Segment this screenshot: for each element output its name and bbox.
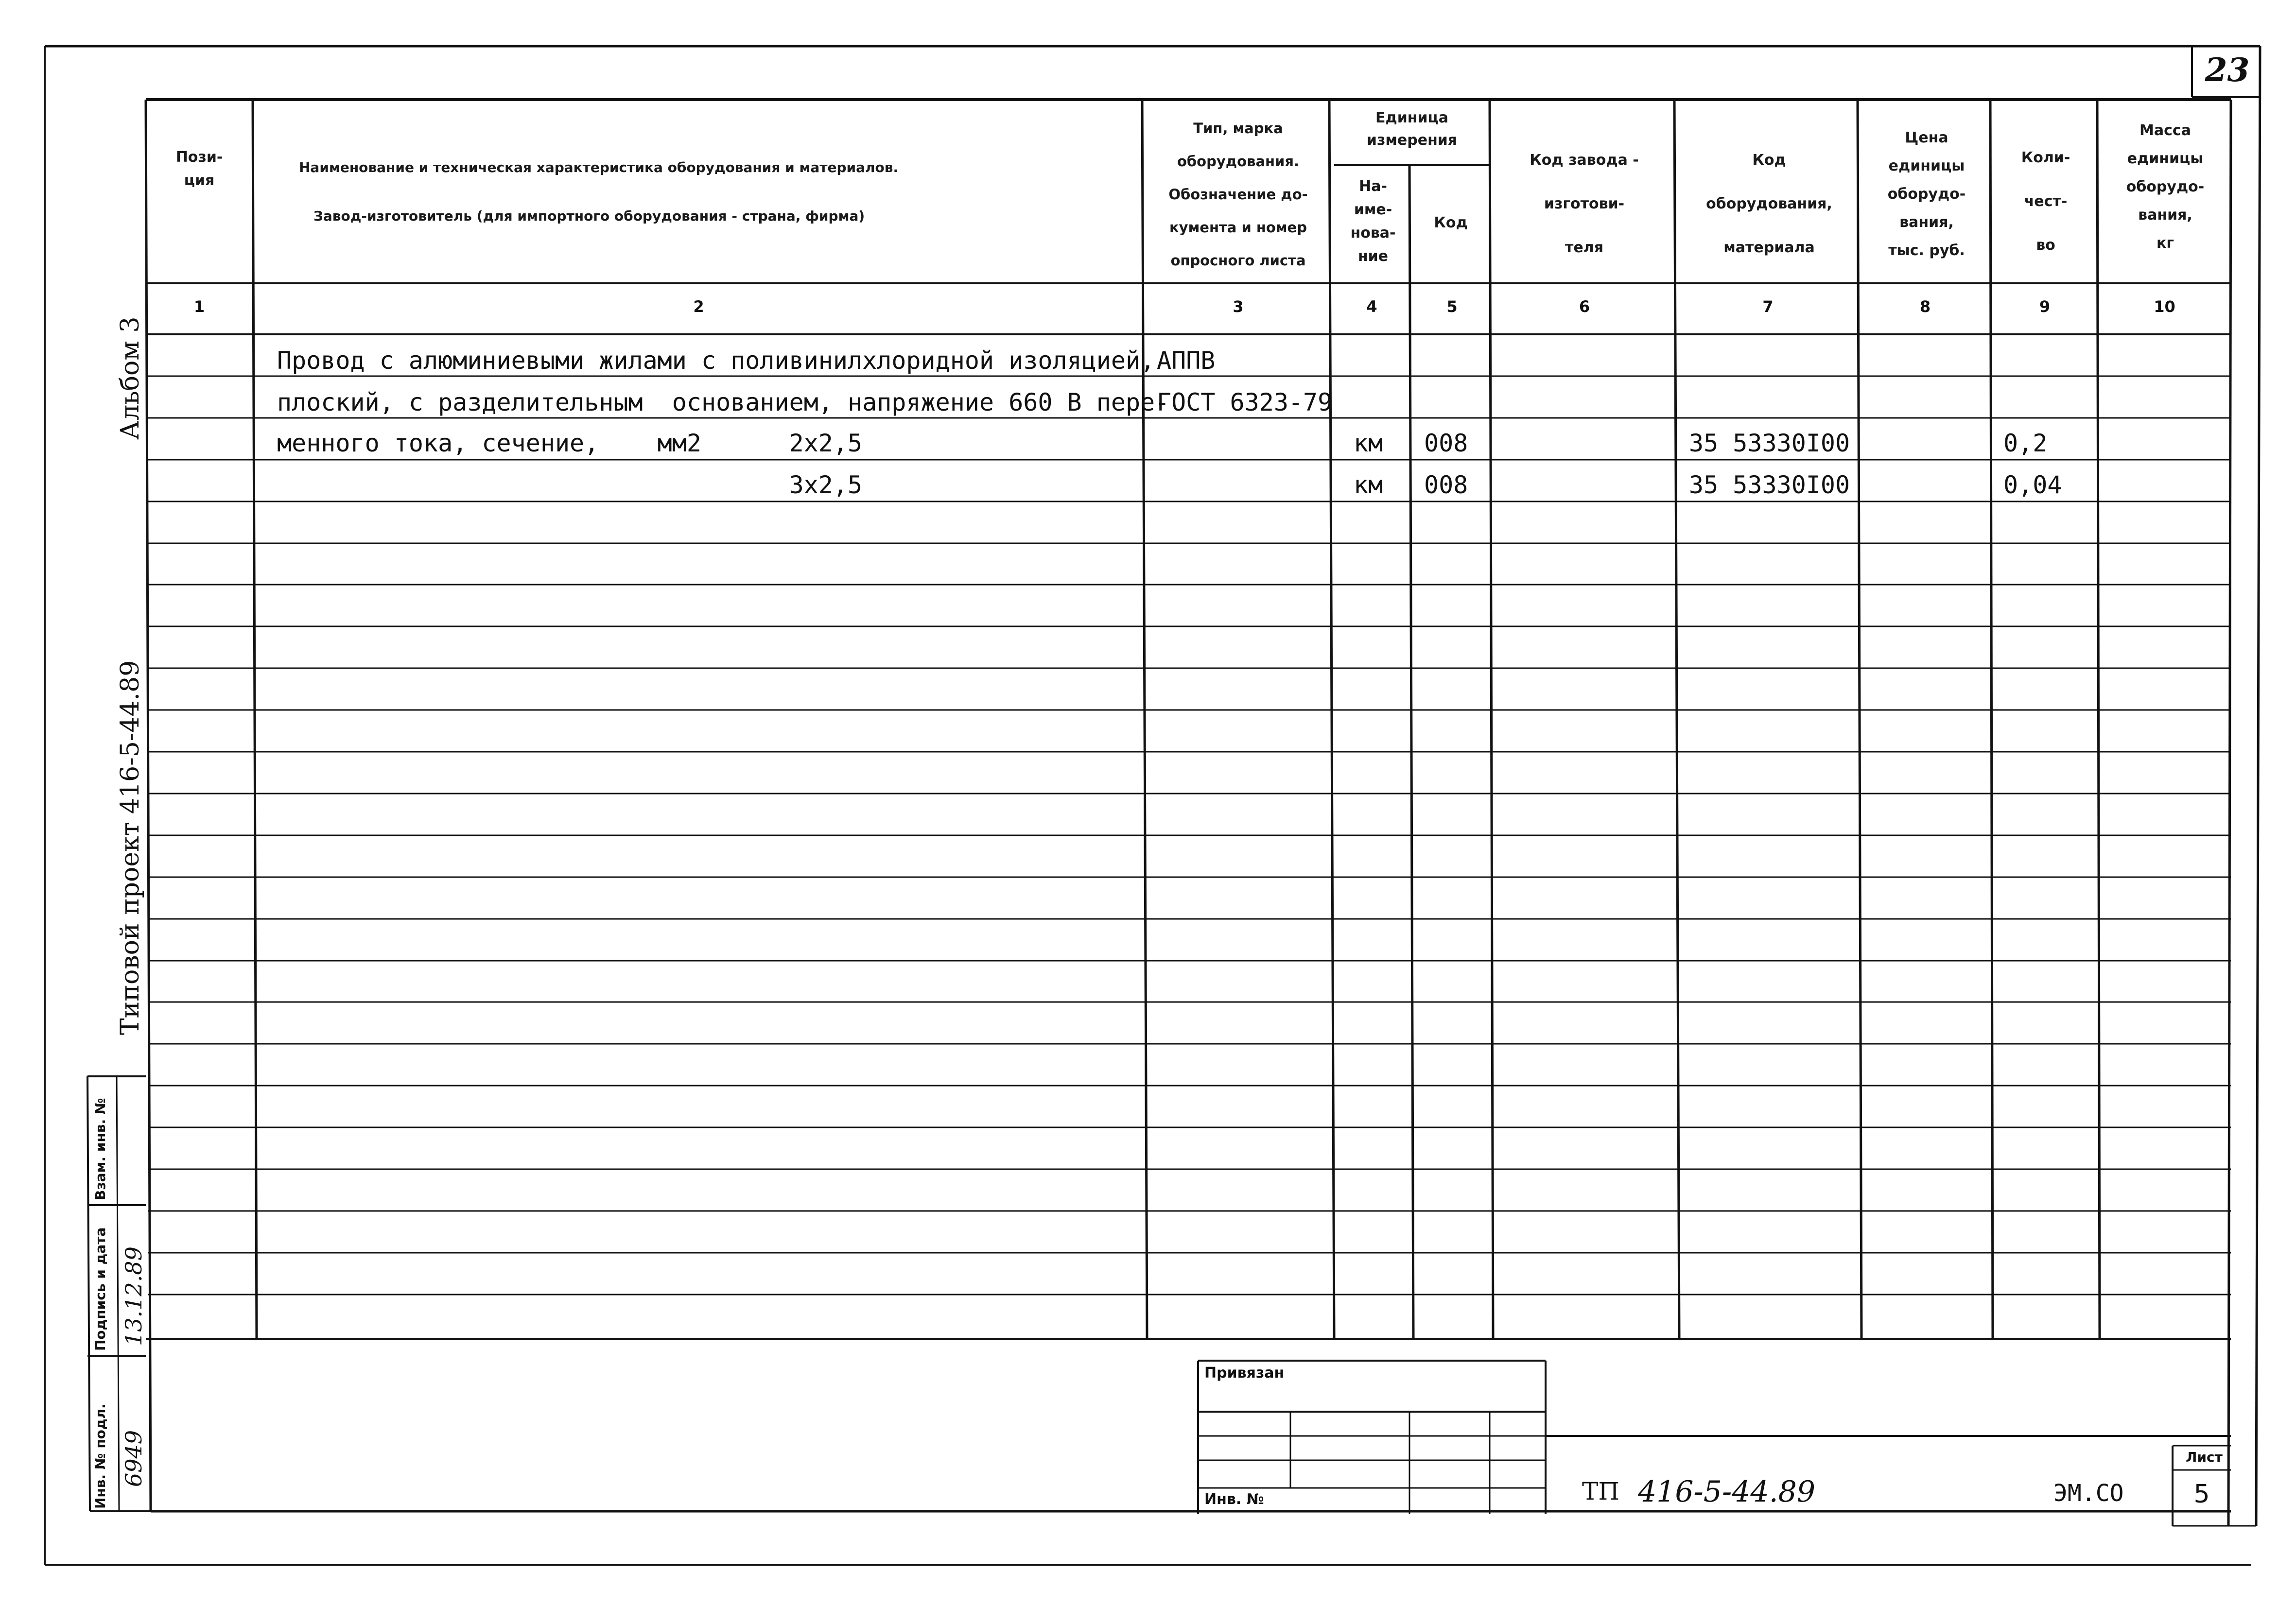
colnum-6: 6 [1579,297,1590,316]
colnum-10: 10 [2154,297,2175,316]
corner-page-number: 23 [2205,51,2250,89]
inv-no-label: Инв. № [1204,1491,1264,1508]
sign-date-value: 13.12.89 [121,1246,147,1346]
header-quantity: Коли- чест- во [2021,149,2070,254]
colnum-3: 3 [1233,297,1244,316]
privyazan-label: Привязан [1204,1365,1285,1382]
row-4-unit: км [1354,471,1383,499]
inv-orig-value: 6949 [121,1430,147,1487]
row-3-unit-code: 008 [1424,429,1468,457]
row-3-code: 35 53330I00 [1689,429,1850,457]
project-label: Типовой проект 416-5-44.89 [116,660,145,1035]
row-4-name: 3х2,5 [277,471,863,499]
header-equipment-code: Код оборудования, материала [1706,152,1832,256]
sheet-label: Лист [2186,1449,2223,1465]
colnum-8: 8 [1919,297,1931,316]
inv-orig-label: Инв. № подл. [92,1403,108,1509]
row-2-name: плоский, с разделительным основанием, напряжение 660 В пере- [277,388,1170,416]
colnum-2: 2 [693,297,704,316]
header-position: Пози- ция [175,149,223,189]
header-unit-name: На- име- нова- ние [1350,178,1396,265]
doc-number: 416-5-44.89 [1638,1475,1816,1509]
colnum-7: 7 [1762,297,1774,316]
replace-inv-label: Взам. инв. № [92,1098,108,1200]
header-manufacturer-code: Код завода - изготови- теля [1530,152,1639,256]
row-3-unit: км [1354,429,1383,457]
header-mass: Масса единицы оборудо- вания, кг [2126,122,2205,252]
header-price: Цена единицы оборудо- вания, тыс. руб. [1887,129,1966,259]
row-1-type: АППВ [1157,346,1216,375]
doc-prefix: ТП [1582,1477,1619,1505]
sign-date-label: Подпись и дата [92,1227,108,1351]
row-3-name: менного тока, сечение, мм2 2х2,5 [277,429,863,457]
row-4-code: 35 53330I00 [1689,471,1850,499]
row-3-qty: 0,2 [2003,429,2048,457]
row-4-unit-code: 008 [1424,471,1468,499]
doc-code: ЭМ.СО [2053,1480,2124,1507]
colnum-5: 5 [1446,297,1458,316]
header-unit-code: Код [1434,214,1468,231]
row-4-qty: 0,04 [2003,471,2062,499]
header-unit-group: Единица измерения [1366,109,1458,149]
colnum-1: 1 [193,297,205,316]
album-label: Альбом 3 [116,316,145,440]
header-name: Наименование и техническая характеристика оборудования и материалов. Завод-изготовитель (для импортного оборудования - страна, фирма) [299,159,899,224]
colnum-4: 4 [1366,297,1377,316]
colnum-9: 9 [2039,297,2051,316]
row-1-name: Провод с алюминиевыми жилами с поливинилхлоридной изоляцией, [277,346,1155,375]
header-type: Тип, марка оборудования. Обозначение до- кумента и номер опросного листа [1168,120,1308,269]
sheet-number: 5 [2193,1480,2210,1509]
row-2-type: ГОСТ 6323-79 [1157,388,1333,416]
